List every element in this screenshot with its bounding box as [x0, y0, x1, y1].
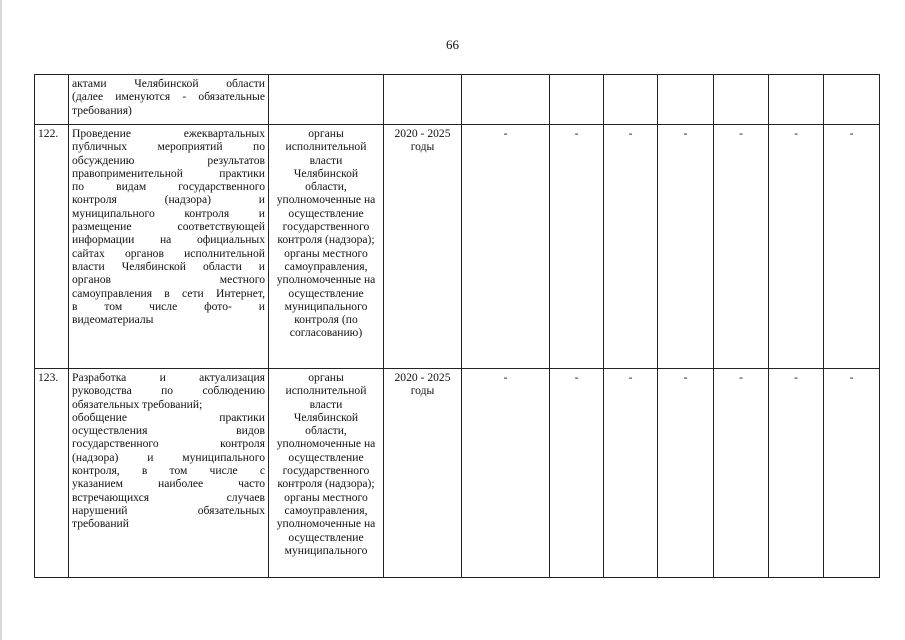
executor-line: уполномоченные на — [276, 437, 376, 451]
indicator-value-cell: - — [658, 369, 714, 578]
executor-line: государственного — [282, 220, 370, 234]
description-line: информации на официальных — [72, 233, 265, 247]
executor-line: контроля (по — [294, 313, 358, 327]
description-line: указанием наиболее часто — [72, 477, 265, 491]
row-number: 122. — [35, 125, 69, 369]
indicator-value-cell: - — [604, 369, 658, 578]
description-line: размещение соответствующей — [72, 220, 265, 234]
indicator-value-cell: - — [604, 125, 658, 369]
table-row — [35, 75, 880, 125]
row-number — [35, 75, 69, 125]
description-line: муниципального контроля и — [72, 206, 265, 220]
description-line: по видам государственного — [72, 180, 265, 194]
indicator-value-cell: - — [714, 369, 769, 578]
executor-line: уполномоченные на — [276, 193, 376, 207]
measure-description — [69, 369, 269, 578]
executor-line: органы местного — [284, 490, 368, 504]
measure-description — [69, 75, 269, 125]
indicator-value-cell: - — [769, 125, 824, 369]
indicator-value-cell — [604, 75, 658, 125]
description-line: контроля (надзора) и — [72, 193, 265, 207]
indicator-value-cell — [462, 75, 550, 125]
responsible-executor — [269, 75, 384, 125]
executor-line: органы — [308, 371, 344, 384]
description-line: правоприменительной практики — [72, 166, 265, 180]
indicator-value-cell: - — [462, 369, 550, 578]
executor-line: контроля (надзора); — [277, 477, 375, 491]
description-line: требований — [72, 517, 129, 531]
term-line: годы — [410, 384, 435, 398]
indicator-value-cell: - — [550, 369, 604, 578]
row-number: 123. — [35, 369, 69, 578]
measures-table — [34, 74, 880, 578]
executor-line: органы — [308, 127, 344, 140]
indicator-value-cell — [550, 75, 604, 125]
description-line: встречающихся случаев — [72, 490, 265, 504]
executor-line: исполнительной — [285, 140, 367, 154]
description-line: обязательных требований; — [72, 397, 203, 411]
implementation-term — [384, 369, 462, 578]
executor-line: государственного — [282, 464, 370, 478]
executor-line: Челябинской — [293, 410, 359, 424]
description-line: обобщение практики — [72, 410, 265, 424]
executor-line: самоуправления, — [284, 503, 368, 517]
indicator-value-cell — [658, 75, 714, 125]
indicator-value-cell: - — [462, 125, 550, 369]
executor-line: Челябинской — [293, 166, 359, 180]
description-line: видеоматериалы — [72, 313, 154, 327]
executor-line: муниципального — [284, 543, 368, 557]
page-number: 66 — [446, 37, 459, 52]
executor-line: уполномоченные на — [276, 517, 376, 531]
page-edge — [0, 0, 2, 640]
description-line: самоуправления в сети Интернет, — [72, 286, 265, 300]
description-line: Разработка и актуализация — [72, 371, 265, 384]
term-line: годы — [410, 140, 435, 154]
executor-line: осуществление — [288, 530, 364, 544]
indicator-value-cell: - — [824, 369, 880, 578]
responsible-executor — [269, 125, 384, 369]
description-line: сайтах органов исполнительной — [72, 246, 265, 260]
description-line: требования) — [72, 103, 132, 117]
executor-line: согласованию) — [289, 326, 363, 340]
executor-line: самоуправления, — [284, 259, 368, 273]
description-line: (далее именуются - обязательные — [72, 90, 265, 104]
indicator-value-cell: - — [824, 125, 880, 369]
description-line: руководства по соблюдению — [72, 384, 265, 398]
executor-line: исполнительной — [285, 384, 367, 398]
description-line: Проведение ежеквартальных — [72, 127, 265, 140]
implementation-term — [384, 75, 462, 125]
indicator-value-cell: - — [550, 125, 604, 369]
description-line: власти Челябинской области и — [72, 259, 265, 273]
executor-line: осуществление — [288, 206, 364, 220]
executor-line: муниципального — [284, 299, 368, 313]
table-row — [35, 369, 880, 578]
description-line: актами Челябинской области — [72, 77, 265, 90]
responsible-executor — [269, 369, 384, 578]
executor-line: области, — [305, 180, 347, 194]
indicator-value-cell — [714, 75, 769, 125]
description-line: (надзора) и муниципального — [72, 450, 265, 464]
description-line: осуществления видов — [72, 424, 265, 438]
executor-line: осуществление — [288, 450, 364, 464]
executor-line: органы местного — [284, 246, 368, 260]
executor-line: области, — [305, 424, 347, 438]
description-line: в том числе фото- и — [72, 299, 265, 313]
description-line: обсуждению результатов — [72, 153, 265, 167]
indicator-value-cell — [824, 75, 880, 125]
table-row — [35, 125, 880, 369]
implementation-term — [384, 125, 462, 369]
executor-line: контроля (надзора); — [277, 233, 375, 247]
description-line: органов местного — [72, 273, 265, 287]
term-line: 2020 - 2025 — [394, 127, 451, 140]
indicator-value-cell — [769, 75, 824, 125]
description-line: контроля, в том числе с — [72, 464, 265, 478]
indicator-value-cell: - — [658, 125, 714, 369]
executor-line: власти — [309, 153, 343, 167]
executor-line: уполномоченные на — [276, 273, 376, 287]
description-line: нарушений обязательных — [72, 503, 265, 517]
term-line: 2020 - 2025 — [394, 371, 451, 384]
executor-line: осуществление — [288, 286, 364, 300]
indicator-value-cell: - — [714, 125, 769, 369]
description-line: государственного контроля — [72, 437, 265, 451]
description-line: публичных мероприятий по — [72, 140, 265, 154]
executor-line: власти — [309, 397, 343, 411]
indicator-value-cell: - — [769, 369, 824, 578]
measure-description — [69, 125, 269, 369]
